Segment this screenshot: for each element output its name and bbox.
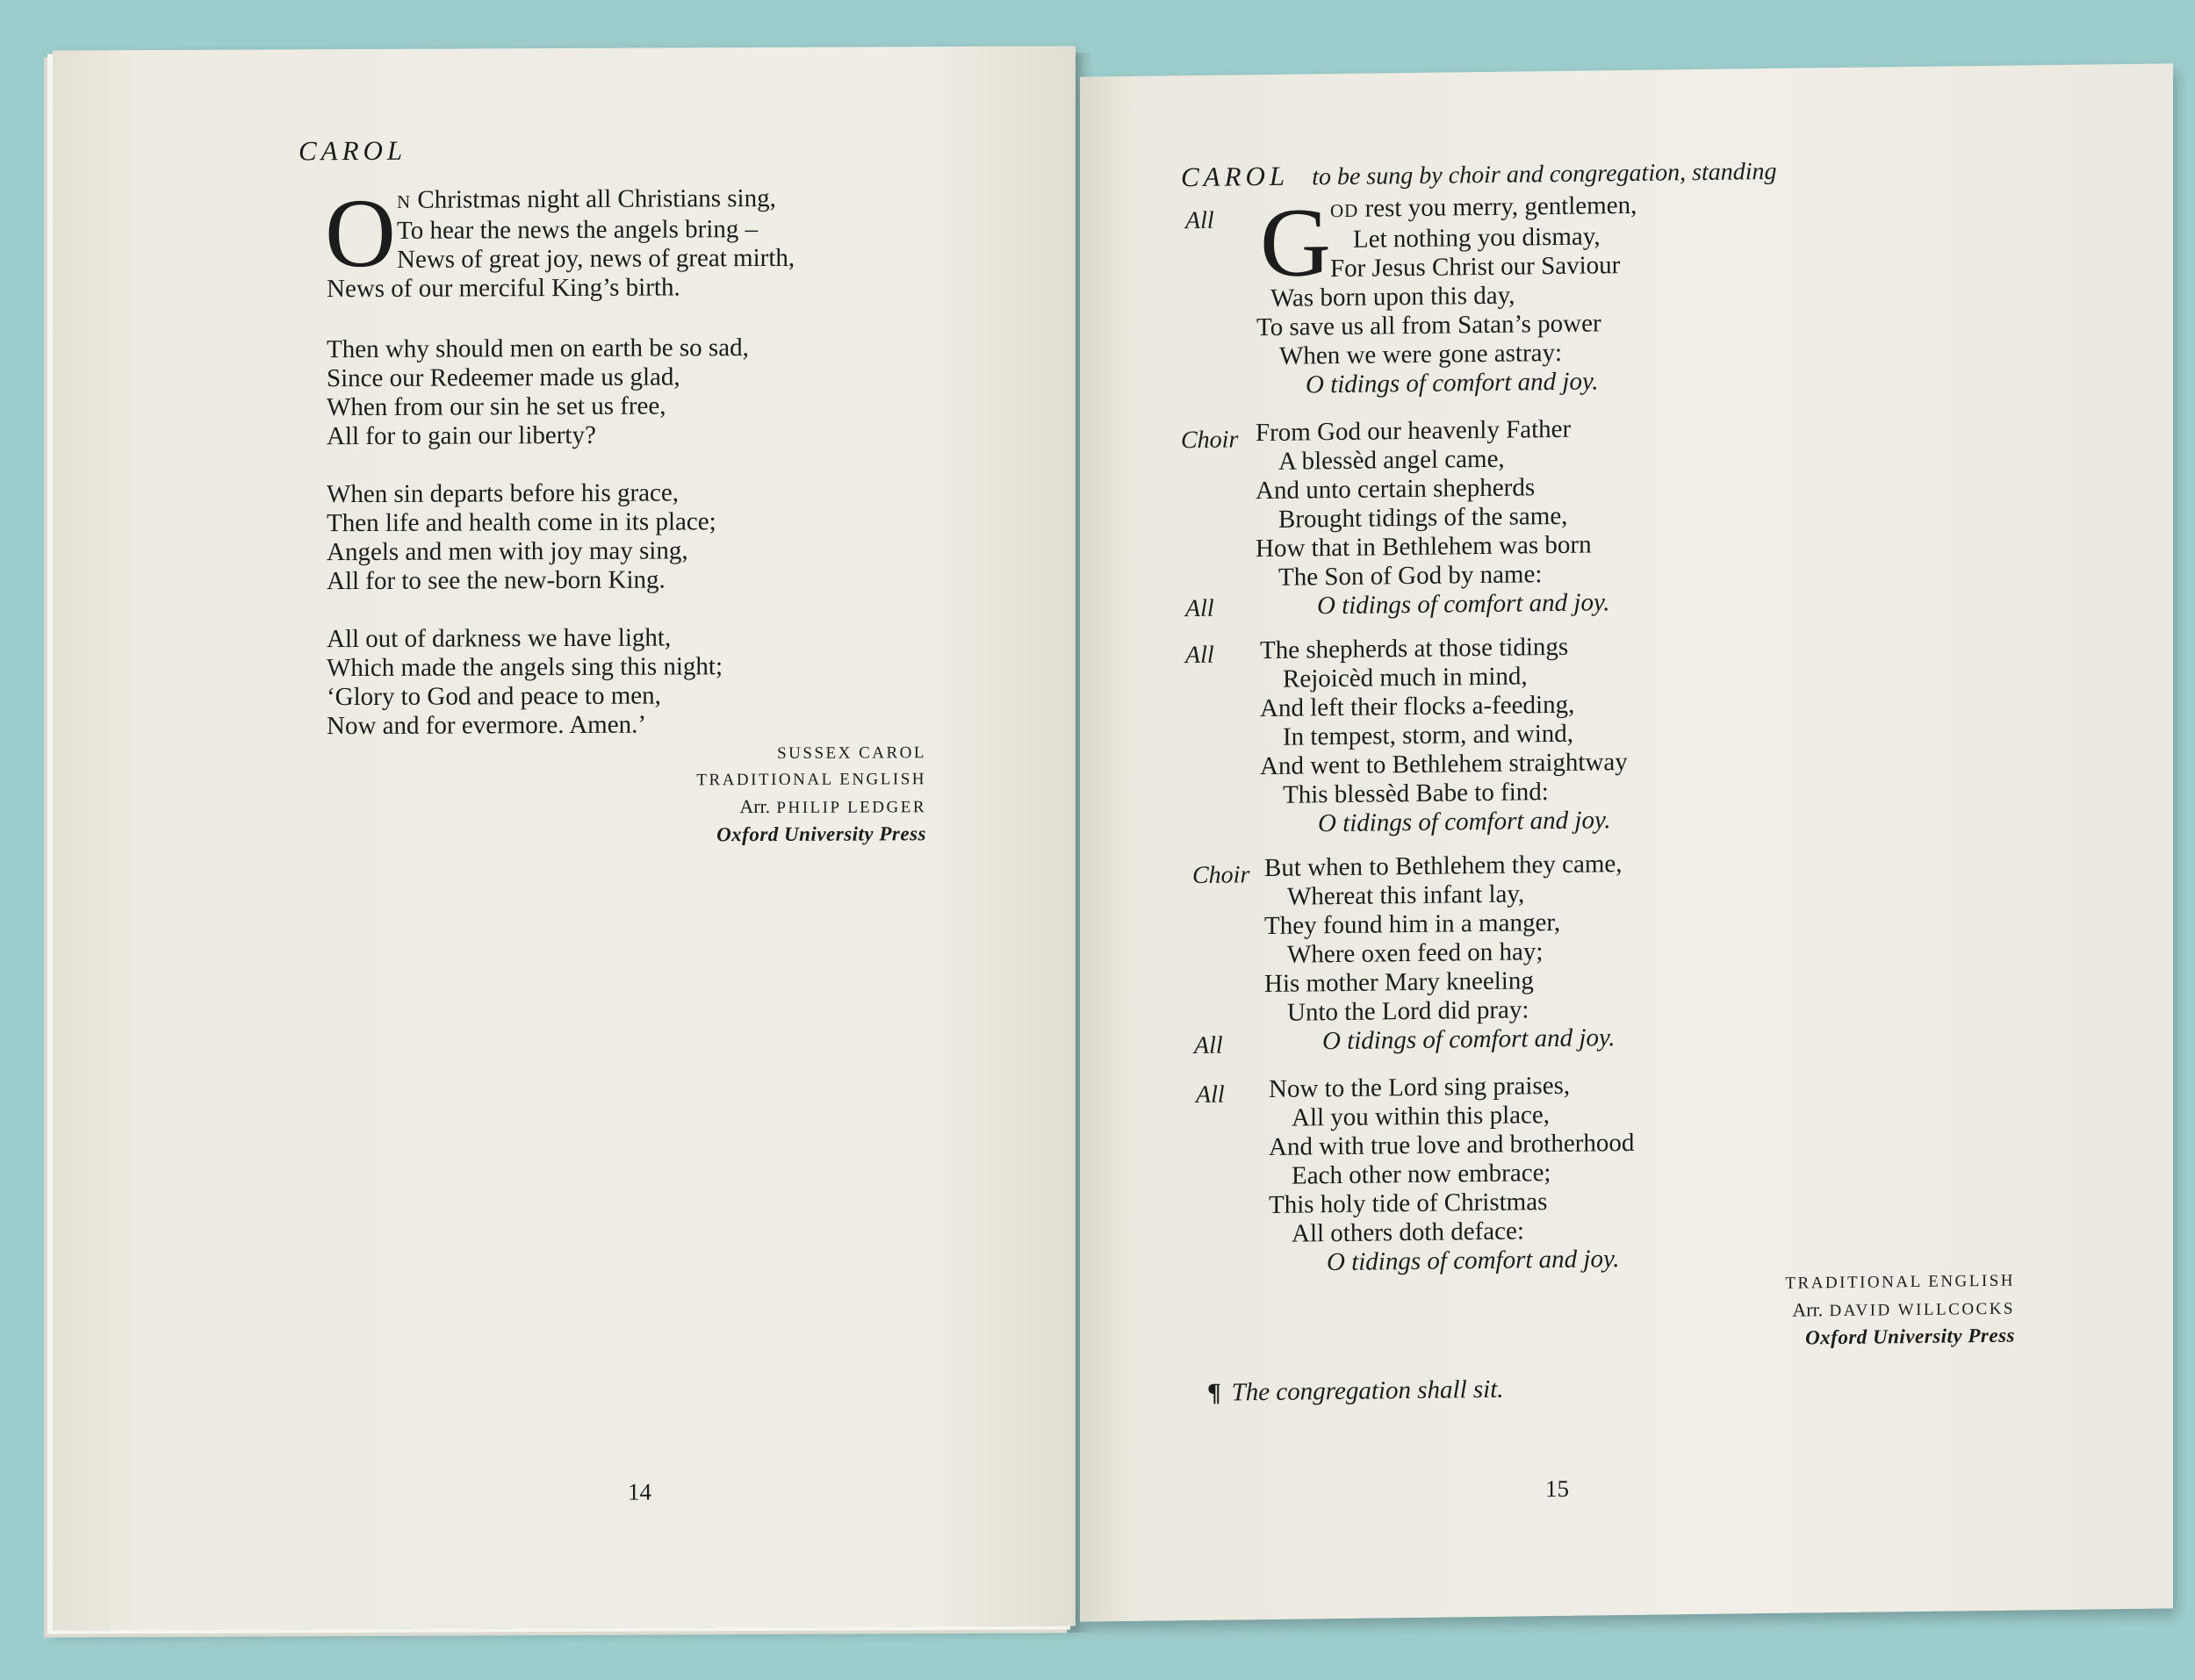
verse-line: And with true love and brotherhood: [1269, 1128, 1635, 1161]
verse-line: The Son of God by name:: [1278, 560, 1543, 592]
verse-line: Whereat this infant lay,: [1287, 879, 1525, 911]
verse-line: To hear the news the angels bring –: [397, 215, 759, 245]
role-label: Choir: [1181, 426, 1239, 455]
pilcrow-icon: ¶: [1207, 1378, 1221, 1407]
verse-line: This blessèd Babe to find:: [1283, 778, 1549, 809]
left-page-number: 14: [628, 1478, 651, 1505]
verse-line: Unto the Lord did pray:: [1287, 995, 1529, 1027]
role-label: All: [1185, 206, 1214, 235]
refrain-line: O tidings of comfort and joy.: [1306, 367, 1599, 399]
verse-line: From God our heavenly Father: [1256, 414, 1572, 448]
left-heading: CAROL: [299, 134, 407, 167]
right-heading: CAROL to be sung by choir and congregation, standing: [1181, 157, 1777, 193]
role-label: Choir: [1192, 861, 1250, 890]
verse-line: Then life and health come in its place;: [327, 507, 716, 538]
rubric-instruction: ¶ The congregation shall sit.: [1207, 1375, 1504, 1407]
verse-line: And left their flocks a-feeding,: [1260, 690, 1575, 723]
verse-line: Angels and men with joy may sing,: [327, 536, 688, 567]
refrain-role-label: All: [1185, 594, 1214, 623]
verse-line: His mother Mary kneeling: [1264, 966, 1534, 999]
verse-line: Since our Redeemer made us glad,: [327, 363, 680, 393]
verse-line: Now to the Lord sing praises,: [1269, 1071, 1571, 1103]
right-verse-4: [1264, 850, 1623, 1057]
right-verse-1: [1256, 188, 1637, 399]
verse-line: Was born upon this day,: [1270, 281, 1515, 312]
refrain-line: O tidings of comfort and joy.: [1317, 588, 1610, 621]
verse-line: Which made the angels sing this night;: [327, 652, 723, 683]
publisher-credit: Oxford University Press: [716, 822, 926, 846]
verse-line: Brought tidings of the same,: [1278, 501, 1568, 534]
verse-line: To save us all from Satan’s power: [1256, 309, 1601, 342]
verse-line: All out of darkness we have light,: [327, 623, 672, 654]
verse-line: For Jesus Christ our Saviour: [1330, 251, 1621, 284]
verse-line: Now and for evermore. Amen.’: [327, 710, 646, 741]
role-label: All: [1185, 641, 1214, 670]
verse-line: ‘Glory to God and peace to men,: [327, 681, 661, 712]
left-verse-3: [327, 478, 716, 596]
verse-line: When we were gone astray:: [1279, 338, 1563, 370]
verse-line: OD rest you merry, gentlemen,: [1330, 190, 1637, 223]
left-dropcap: O: [325, 178, 396, 289]
verse-line: When sin departs before his grace,: [327, 478, 680, 509]
verse-line: All for to gain our liberty?: [327, 420, 596, 451]
right-verse-5: [1269, 1071, 1634, 1278]
verse-line: The shepherds at those tidings: [1260, 632, 1569, 665]
arranger-credit: Arr. PHILIP LEDGER: [739, 794, 926, 818]
verse-line: News of great joy, news of great mirth,: [397, 243, 795, 274]
left-verse-2: [327, 334, 749, 451]
left-credits: [696, 740, 926, 848]
verse-line: When from our sin he set us free,: [327, 391, 666, 422]
right-verse-3: [1260, 632, 1628, 839]
role-label: All: [1196, 1081, 1225, 1109]
verse-line: This holy tide of Christmas: [1269, 1188, 1548, 1219]
right-subtitle: to be sung by choir and congregation, standing: [1312, 157, 1777, 191]
right-credits: [1785, 1268, 2015, 1352]
right-page-number: 15: [1545, 1475, 1569, 1503]
refrain-line: O tidings of comfort and joy.: [1327, 1245, 1620, 1277]
left-verse-4: [327, 623, 723, 741]
right-page: [1080, 63, 2173, 1621]
verse-line: N Christmas night all Christians sing,: [397, 183, 776, 214]
verse-line: All for to see the new-born King.: [327, 565, 666, 596]
verse-line: And unto certain shepherds: [1256, 473, 1536, 506]
verse-line: All you within this place,: [1292, 1101, 1550, 1132]
right-verse-2: [1256, 414, 1610, 621]
right-dropcap: G: [1260, 188, 1331, 298]
left-verse-1: [325, 178, 795, 304]
publisher-credit: Oxford University Press: [1805, 1324, 2015, 1349]
verse-line: Let nothing you dismay,: [1353, 222, 1601, 254]
verse-line: In tempest, storm, and wind,: [1283, 719, 1574, 751]
verse-line: They found him in a manger,: [1264, 908, 1561, 941]
verse-line: Each other now embrace;: [1292, 1159, 1551, 1190]
source-credit: TRADITIONAL ENGLISH: [1785, 1271, 2015, 1293]
verse-line: Where oxen feed on hay;: [1287, 937, 1544, 969]
verse-line: Rejoicèd much in mind,: [1283, 662, 1528, 693]
refrain-role-label: All: [1194, 1031, 1223, 1060]
verse-line: News of our merciful King’s birth.: [327, 273, 680, 304]
carol-title-credit: SUSSEX CAROL: [777, 743, 926, 763]
verse-line: Then why should men on earth be so sad,: [327, 334, 749, 364]
refrain-line: O tidings of comfort and joy.: [1318, 806, 1611, 838]
verse-line: But when to Bethlehem they came,: [1264, 850, 1623, 883]
arranger-credit: Arr. DAVID WILLCOCKS: [1792, 1298, 2015, 1321]
source-credit: TRADITIONAL ENGLISH: [696, 770, 926, 790]
verse-line: How that in Bethlehem was born: [1256, 530, 1592, 564]
verse-line: A blessèd angel came,: [1278, 444, 1505, 476]
refrain-line: O tidings of comfort and joy.: [1322, 1023, 1616, 1056]
verse-line: And went to Bethlehem straightway: [1260, 747, 1628, 781]
verse-line: All others doth deface:: [1292, 1217, 1524, 1248]
left-page: [53, 46, 1076, 1630]
